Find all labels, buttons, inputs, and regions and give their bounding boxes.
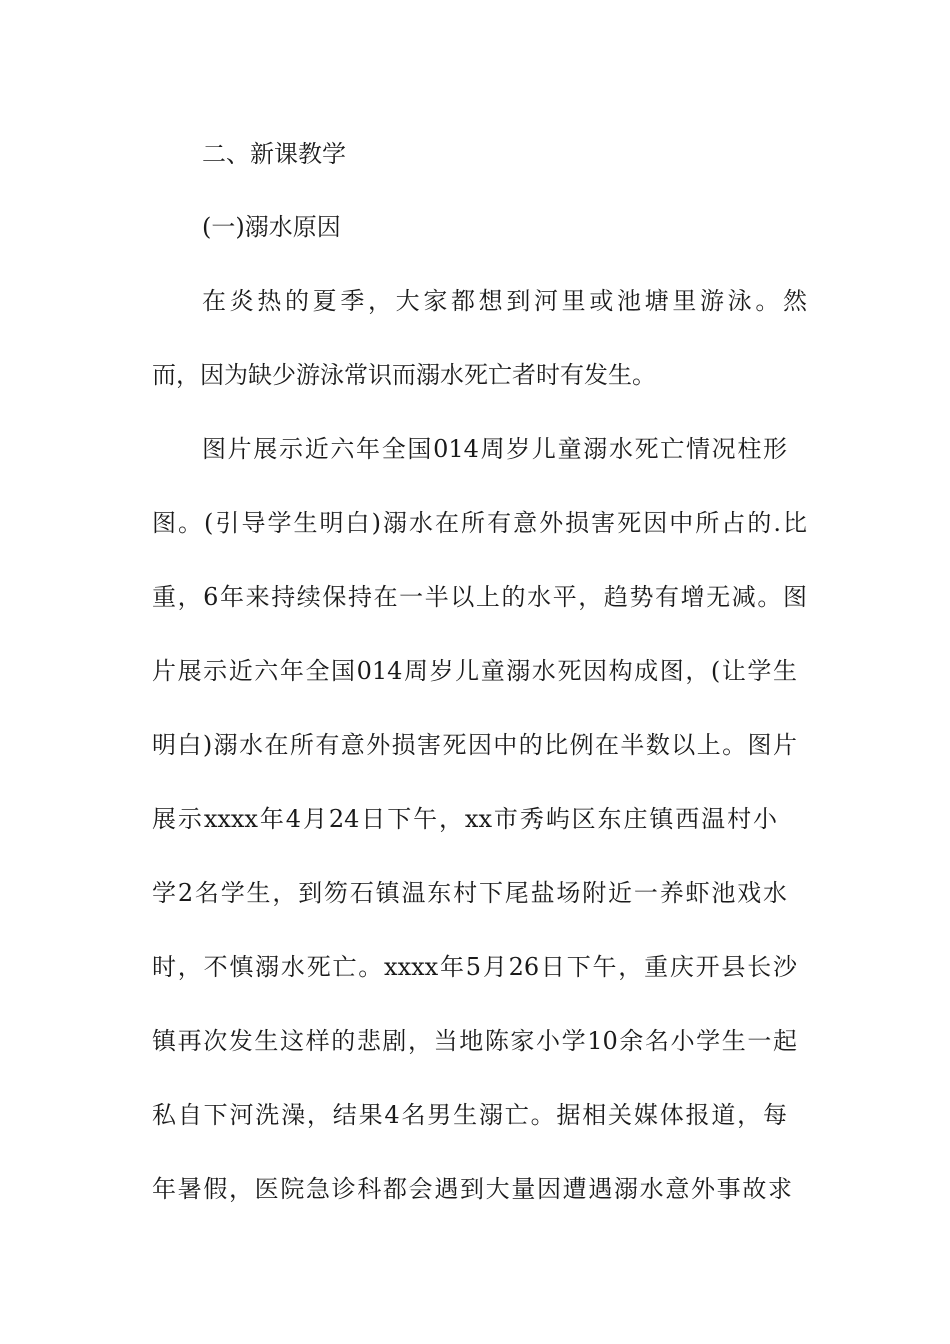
paragraph-line: 图。(引导学生明白)溺水在所有意外损害死因中所占的.比 — [152, 509, 807, 537]
paragraph-line: 学2名学生，到笏石镇温东村下尾盐场附近一养虾池戏水 — [152, 879, 787, 907]
subsection-heading: (一)溺水原因 — [202, 213, 341, 241]
paragraph-line: 片展示近六年全国014周岁儿童溺水死因构成图，(让学生 — [152, 657, 797, 685]
paragraph-line: 时，不慎溺水死亡。xxxx年5月26日下午，重庆开县长沙 — [152, 953, 797, 981]
paragraph-line: 镇再次发生这样的悲剧，当地陈家小学10余名小学生一起 — [152, 1027, 797, 1055]
paragraph-line: 私自下河洗澡，结果4名男生溺亡。据相关媒体报道，每 — [152, 1101, 787, 1129]
paragraph-line: 展示xxxx年4月24日下午，xx市秀屿区东庄镇西温村小 — [152, 805, 777, 833]
paragraph-line: 年暑假，医院急诊科都会遇到大量因遭遇溺水意外事故求 — [152, 1175, 792, 1203]
paragraph-line: 明白)溺水在所有意外损害死因中的比例在半数以上。图片 — [152, 731, 797, 759]
paragraph-line: 而，因为缺少游泳常识而溺水死亡者时有发生。 — [152, 361, 656, 389]
paragraph-line: 图片展示近六年全国014周岁儿童溺水死亡情况柱形 — [202, 435, 787, 463]
paragraph-line: 在炎热的夏季，大家都想到河里或池塘里游泳。然 — [202, 287, 807, 315]
section-heading: 二、新课教学 — [202, 140, 346, 168]
paragraph-line: 重，6年来持续保持在一半以上的水平，趋势有增无减。图 — [152, 583, 807, 611]
